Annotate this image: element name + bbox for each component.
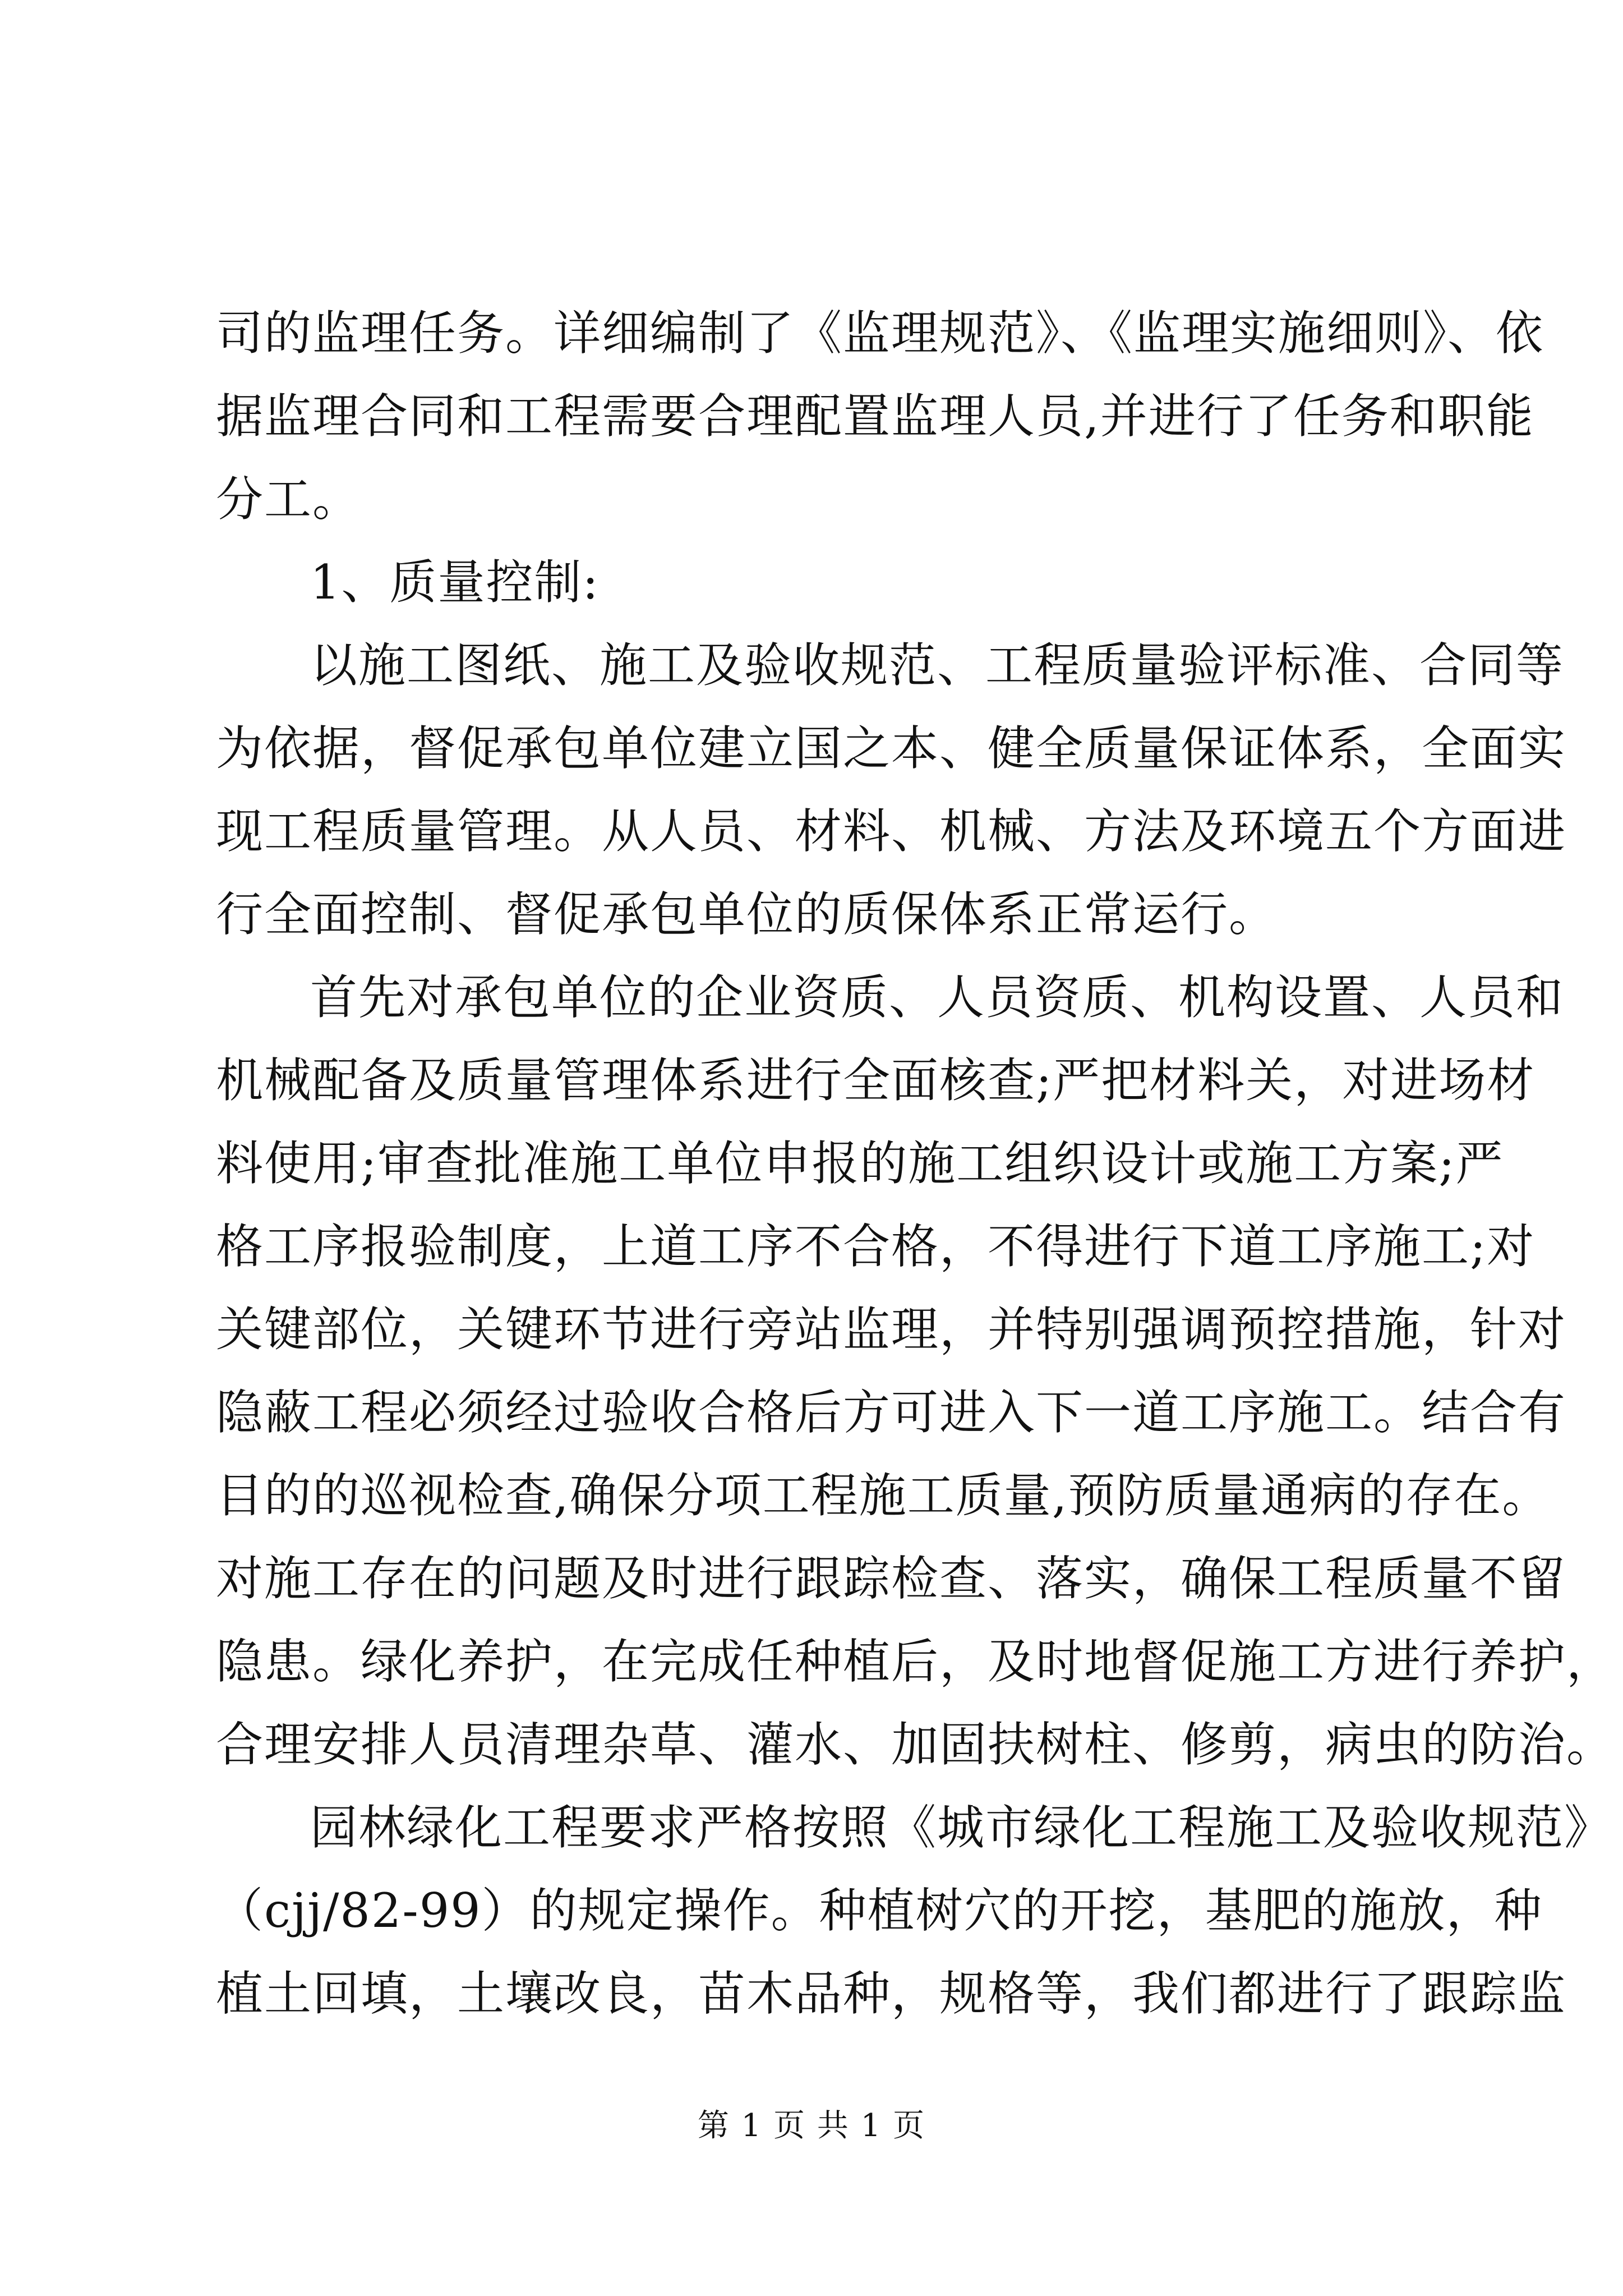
text-line: 现工程质量管理。从人员、材料、机械、方法及环境五个方面进 — [216, 804, 1567, 859]
text-line: （cjj/82-99）的规定操作。种植树穴的开挖，基肥的施放，种 — [216, 1883, 1543, 1938]
text-line: 合理安排人员清理杂草、灌水、加固扶树柱、修剪，病虫的防治。 — [216, 1717, 1615, 1772]
text-line: 园林绿化工程要求严格按照《城市绿化工程施工及验收规范》 — [310, 1800, 1613, 1855]
page-footer — [0, 2106, 1623, 2146]
text-line: 机械配备及质量管理体系进行全面核查;严把材料关，对进场材 — [216, 1053, 1536, 1108]
text-line: 隐患。绿化养护，在完成任种植后，及时地督促施工方进行养护， — [216, 1634, 1615, 1689]
document-body — [216, 292, 1615, 2035]
text-line: 目的的巡视检查,确保分项工程施工质量,预防质量通病的存在。 — [216, 1468, 1551, 1523]
text-line: 为依据，督促承包单位建立国之本、健全质量保证体系，全面实 — [216, 721, 1567, 776]
text-line: 司的监理任务。详细编制了《监理规范》、《监理实施细则》、依 — [216, 306, 1544, 361]
text-line: 对施工存在的问题及时进行跟踪检查、落实，确保工程质量不留 — [216, 1551, 1567, 1606]
text-line: 料使用;审查批准施工单位申报的施工组织设计或施工方案;严 — [216, 1136, 1504, 1191]
text-line: 关键部位，关键环节进行旁站监理，并特别强调预控措施，针对 — [216, 1302, 1567, 1357]
text-line: 以施工图纸、施工及验收规范、工程质量验评标准、合同等 — [310, 638, 1565, 693]
text-line: 隐蔽工程必须经过验收合格后方可进入下一道工序施工。结合有 — [216, 1385, 1567, 1440]
text-line: 据监理合同和工程需要合理配置监理人员,并进行了任务和职能 — [216, 389, 1534, 444]
section-heading: 1、质量控制: — [310, 555, 600, 610]
text-line: 格工序报验制度，上道工序不合格，不得进行下道工序施工;对 — [216, 1219, 1536, 1274]
text-line: 首先对承包单位的企业资质、人员资质、机构设置、人员和 — [310, 970, 1565, 1025]
text-line: 分工。 — [216, 472, 361, 527]
page-number-label: 第 1 页 共 1 页 — [697, 2108, 926, 2144]
text-line: 植土回填，土壤改良，苗木品种，规格等，我们都进行了跟踪监 — [216, 1966, 1567, 2021]
text-line: 行全面控制、督促承包单位的质保体系正常运行。 — [216, 887, 1278, 942]
